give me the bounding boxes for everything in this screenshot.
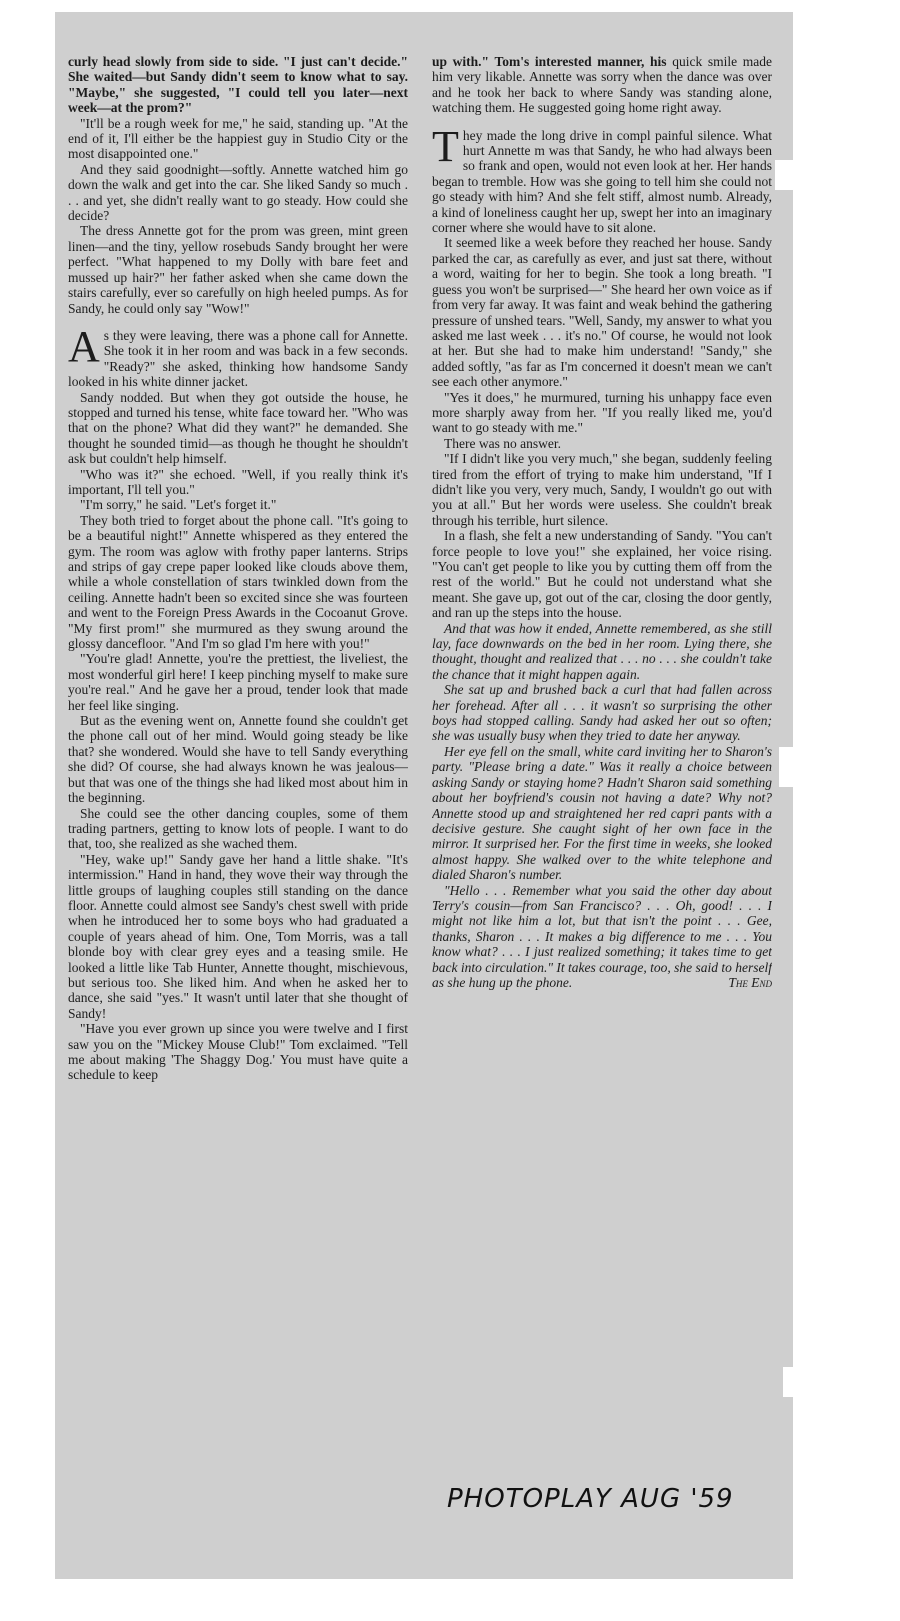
paragraph-drop-cap: As they were leaving, there was a phone call for Annette. She took it in her room and was back in a few seconds. "Ready?" she asked, thinking how handsome Sandy looked in his white dinner jacket. (68, 321, 408, 390)
paragraph: "Hello . . . Remember what you said the other day about Terry's cousin—from San Francisco? . . . Oh, good! . . . I might not like him a lot, but that isn't the point . . . Gee, thanks, Sharon . . . It makes a big difference to me . . . You know what? . . . I just realized something; it takes time to get back into circulation." It takes courage, too, she said to herself as she hung up the phone. The End (432, 882, 772, 990)
paragraph: In a flash, she felt a new understanding of Sandy. "You can't force people to love you!" she explained, her voice rising. "You can't get people to like you by cutting them off from the rest of the world." But he could not understand what she meant. She gave up, got out of the car, closing the door gently, and ran up the steps into the house. (432, 528, 772, 621)
paragraph: "You're glad! Annette, you're the prettiest, the liveliest, the most wonderful girl here! I keep pinching myself to make sure you're real." And he gave her a proud, tender look that made her feel like singing. (68, 651, 408, 713)
paragraph: But as the evening went on, Annette found she couldn't get the phone call out of her mind. Would going steady be like that? she wondered. Would she have to tell Sandy everything she did? Of course, she had always known he was jealous—but that was one of the things she had liked most about him in the beginning. (68, 713, 408, 806)
paragraph: And they said goodnight—softly. Annette watched him go down the walk and get into the car. She liked Sandy so much . . . and yet, she didn't really want to go steady. How could she decide? (68, 161, 408, 224)
article-column-left (68, 54, 408, 1584)
paragraph: There was no answer. (444, 435, 561, 451)
end-mark: The End (728, 974, 772, 990)
paragraph: And that was how it ended, Annette remembered, as she still lay, face downwards on the bed in her room. Lying there, she thought, thought and realized that . . . no . . . she couldn't take the chance that it might happen again. (432, 620, 772, 682)
paragraph: "Hey, wake up!" Sandy gave her hand a little shake. "It's intermission." Hand in hand, they wove their way through the little groups of laughing couples still standing on the dance floor. Annette could almost see Sandy's chest swell with pride when he introduced her to some boys who had graduated a couple of years ahead of him. One, Tom Morris, was a tall blonde boy with clear grey eyes and a teasing smile. He looked a little like Tab Hunter, Annette thought, mischievous, but serious too. She liked him. And when he asked her to dance, she said "yes." It wasn't until later that she thought of Sandy! (68, 851, 408, 1021)
paragraph: They both tried to forget about the phone call. "It's going to be a beautiful night!" Annette whispered as they entered the gym. The room was aglow with frothy paper lanterns. Strips and strips of gay crepe paper looked like clouds above them, while a whole constellation of stars twinkled down from the ceiling. Annette hadn't been so excited since she was fourteen and went to the Foreign Press Awards in the Cocoanut Grove. "My first prom!" she murmured as they swung around the glossy dancefloor. "And I'm so glad I'm here with you!" (68, 512, 408, 652)
paragraph: "Have you ever grown up since you were twelve and I first saw you on the "Mickey Mouse Club!" Tom exclaimed. "Tell me about making 'The Shaggy Dog.' You must have quite a schedule to keep (68, 1021, 408, 1083)
paragraph: "I'm sorry," he said. "Let's forget it." (80, 497, 277, 513)
paragraph: "If I didn't like you very much," she began, suddenly feeling tired from the effort of trying to make him understand, "If I didn't like you very, very much, Sandy, I wouldn't go out with you at all." But her words were useless. She couldn't break through his terrible, hurt silence. (432, 451, 772, 528)
paragraph-drop-cap: They made the long drive in compl painful silence. What hurt Annette m was that Sandy, he who had always been so frank and open, would not even look at her. Her hands began to tremble. How was she going to tell him she could not go steady with him? And she felt stiff, almost numb. Already, a kind of loneliness caught her up, swept her into an imaginary corner where she would have to sit alone. (432, 121, 772, 236)
paragraph: She sat up and brushed back a curl that had fallen across her forehead. After all . . . it wasn't so surprising the other boys had stopped calling. Sandy had asked her out so often; she was usually busy when they tried to date her anyway. (432, 682, 772, 744)
torn-edge-lower (783, 1367, 793, 1397)
paragraph: She could see the other dancing couples, some of them trading partners, getting to know lots of people. I want to do that, too, she realized as she wached them. (68, 805, 408, 852)
paragraph: The dress Annette got for the prom was green, mint green linen—and the tiny, yellow rosebuds Sandy brought her were perfect. "What happened to my Dolly with bare feet and mussed up hair?" her father asked when she came down the stairs carefully, ever so carefully on high heeled pumps. As for Sandy, he could only say "Wow!" (68, 223, 408, 316)
paragraph: "Who was it?" she echoed. "Well, if you really think it's important, I'll tell you." (68, 466, 408, 497)
handwritten-source-note: PHOTOPLAY AUG '59 (447, 1484, 734, 1514)
torn-edge-top (775, 160, 793, 190)
torn-edge-middle (779, 747, 793, 787)
paragraph: "It'll be a rough week for me," he said, standing up. "At the end of it, I'll either be the happiest guy in Studio City or the most disappointed one." (68, 115, 408, 162)
paragraph: curly head slowly from side to side. "I just can't decide." She waited—but Sandy didn't seem to know what to say. "Maybe," she suggested, "I could tell you later—next week—at the prom?" (68, 54, 408, 116)
paragraph: "Yes it does," he murmured, turning his unhappy face even more sharply away from her. "If you really liked me, you'd want to go steady with me." (432, 389, 772, 436)
paragraph: It seemed like a week before they reached her house. Sandy parked the car, as carefully as ever, and just sat there, without a word, waiting for her to begin. She took a long breath. "I guess you won't be surprised—" She heard her own voice as if from very far away. It was faint and weak behind the gathering pressure of unshed tears. "Well, Sandy, my answer to what you asked me last week . . . it's no." Of course, he would not look at her. But she had to make him understand! "Sandy," she added softly, "as far as I'm concerned it doesn't mean we can't see each other anymore." (432, 235, 772, 390)
paragraph: Her eye fell on the small, white card inviting her to Sharon's party. "Please bring a date." Was it really a choice between asking Sandy or staying home? Hadn't Sharon said something about her boyfriend's cousin not having a date? Why not? Annette stood up and straightened her red capri pants with a decisive gesture. She caught sight of her own face in the mirror. It surprised her. For the first time in weeks, she looked almost happy. She walked over to the white telephone and dialed Sharon's number. (432, 743, 772, 883)
paragraph: Sandy nodded. But when they got outside the house, he stopped and turned his tense, white face toward her. "Who was that on the phone? What did they want?" he demanded. She thought he sounded timid—as though he thought he shouldn't ask but couldn't help himself. (68, 389, 408, 467)
article-column-right (432, 54, 772, 1509)
paragraph: up with." Tom's interested manner, his quick smile made him very likable. Annette was sorry when the dance was over and he took her back to where Sandy was standing alone, watching them. He suggested going home right away. (432, 54, 772, 116)
